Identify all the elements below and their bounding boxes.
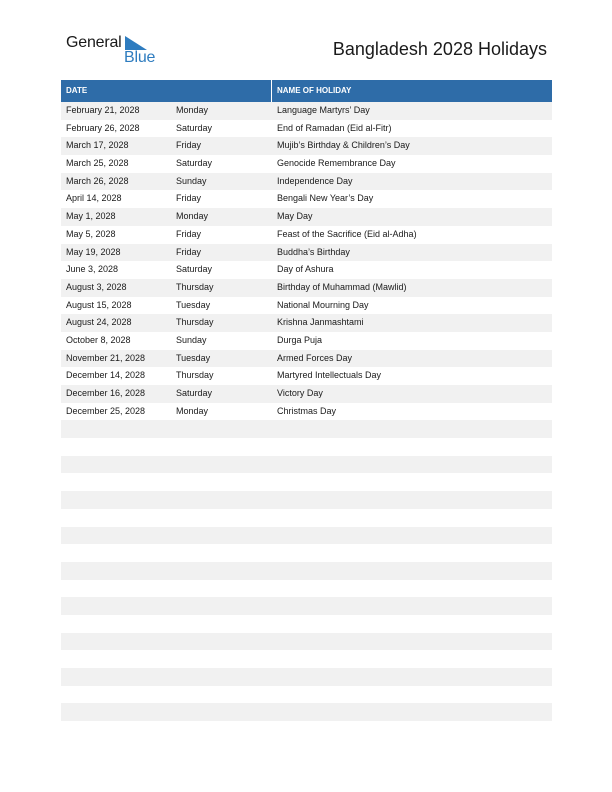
weekday-cell: Monday xyxy=(176,211,209,222)
table-row xyxy=(61,544,552,562)
date-cell: April 14, 2028 xyxy=(66,193,122,204)
table-body xyxy=(61,102,552,739)
table-row xyxy=(61,332,552,350)
date-cell: May 19, 2028 xyxy=(66,246,121,257)
page-title: Bangladesh 2028 Holidays xyxy=(332,39,547,59)
holiday-name-cell: Feast of the Sacrifice (Eid al-Adha) xyxy=(277,228,417,239)
weekday-cell: Thursday xyxy=(176,317,214,328)
date-cell: March 17, 2028 xyxy=(66,140,129,151)
table-row xyxy=(61,615,552,633)
holiday-name-cell: Victory Day xyxy=(277,388,323,398)
logo-text-general: General xyxy=(66,34,122,51)
logo-triangle-icon xyxy=(125,36,147,50)
holiday-name-cell: Day of Ashura xyxy=(277,264,334,275)
date-cell: March 26, 2028 xyxy=(66,175,129,186)
holiday-name-cell: Genocide Remembrance Day xyxy=(277,158,396,169)
holiday-name-cell: Armed Forces Day xyxy=(277,352,353,363)
generalblue-logo xyxy=(66,34,156,68)
weekday-cell: Friday xyxy=(176,140,202,151)
date-column-header: DATE xyxy=(66,86,88,95)
table-row xyxy=(61,190,552,208)
table-row xyxy=(61,633,552,651)
weekday-cell: Thursday xyxy=(176,370,214,381)
date-cell: February 21, 2028 xyxy=(66,105,140,115)
table-row xyxy=(61,580,552,598)
table-row xyxy=(61,686,552,704)
logo-text-blue: Blue xyxy=(124,49,156,66)
date-cell: November 21, 2028 xyxy=(66,352,146,363)
weekday-cell: Saturday xyxy=(176,158,213,169)
table-row xyxy=(61,137,552,155)
table-row xyxy=(61,244,552,262)
table-row xyxy=(61,403,552,421)
table-row xyxy=(61,562,552,580)
table-row xyxy=(61,703,552,721)
weekday-cell: Tuesday xyxy=(176,299,211,310)
table-row xyxy=(61,367,552,385)
holiday-name-cell: Christmas Day xyxy=(277,405,337,416)
holiday-name-cell: Mujib’s Birthday & Children’s Day xyxy=(277,140,410,151)
holiday-table xyxy=(61,80,552,739)
header-divider xyxy=(271,80,272,102)
table-row xyxy=(61,668,552,686)
table-row xyxy=(61,314,552,332)
table-row xyxy=(61,491,552,509)
date-cell: February 26, 2028 xyxy=(66,122,140,133)
table-row xyxy=(61,438,552,456)
date-cell: December 16, 2028 xyxy=(66,388,146,398)
weekday-cell: Sunday xyxy=(176,334,207,345)
table-row xyxy=(61,155,552,173)
date-cell: December 14, 2028 xyxy=(66,370,146,381)
date-cell: June 3, 2028 xyxy=(66,264,119,275)
holiday-name-cell: Independence Day xyxy=(277,175,353,186)
table-row xyxy=(61,456,552,474)
holiday-name-column-header: NAME OF HOLIDAY xyxy=(277,86,352,95)
weekday-cell: Friday xyxy=(176,228,202,239)
weekday-cell: Friday xyxy=(176,246,202,257)
weekday-cell: Monday xyxy=(176,105,209,115)
holiday-name-cell: End of Ramadan (Eid al-Fitr) xyxy=(277,122,392,133)
date-cell: August 3, 2028 xyxy=(66,281,127,292)
table-row xyxy=(61,102,552,120)
table-header xyxy=(61,80,552,102)
table-row xyxy=(61,261,552,279)
date-cell: August 15, 2028 xyxy=(66,299,132,310)
date-cell: October 8, 2028 xyxy=(66,334,131,345)
weekday-cell: Thursday xyxy=(176,281,214,292)
table-row xyxy=(61,509,552,527)
table-row xyxy=(61,297,552,315)
date-cell: August 24, 2028 xyxy=(66,317,132,328)
table-row xyxy=(61,279,552,297)
table-row xyxy=(61,120,552,138)
weekday-cell: Tuesday xyxy=(176,352,211,363)
weekday-cell: Saturday xyxy=(176,264,213,275)
date-cell: December 25, 2028 xyxy=(66,405,146,416)
table-row xyxy=(61,208,552,226)
table-row xyxy=(61,173,552,191)
table-row xyxy=(61,350,552,368)
date-cell: May 5, 2028 xyxy=(66,228,116,239)
weekday-cell: Saturday xyxy=(176,388,213,398)
table-row xyxy=(61,650,552,668)
holiday-name-cell: Martyred Intellectuals Day xyxy=(277,370,382,381)
table-row xyxy=(61,527,552,545)
table-row xyxy=(61,385,552,403)
holiday-name-cell: Bengali New Year’s Day xyxy=(277,193,374,204)
holiday-name-cell: Buddha’s Birthday xyxy=(277,246,350,257)
weekday-cell: Monday xyxy=(176,405,209,416)
weekday-cell: Friday xyxy=(176,193,202,204)
holiday-name-cell: Language Martyrs’ Day xyxy=(277,105,370,115)
table-row xyxy=(61,721,552,739)
table-row xyxy=(61,473,552,491)
weekday-cell: Sunday xyxy=(176,175,207,186)
holiday-name-cell: Durga Puja xyxy=(277,334,323,345)
date-cell: March 25, 2028 xyxy=(66,158,129,169)
weekday-cell: Saturday xyxy=(176,122,213,133)
date-cell: May 1, 2028 xyxy=(66,211,116,222)
holiday-name-cell: National Mourning Day xyxy=(277,299,369,310)
table-row xyxy=(61,226,552,244)
holiday-name-cell: Krishna Janmashtami xyxy=(277,317,364,328)
table-row xyxy=(61,597,552,615)
holiday-name-cell: Birthday of Muhammad (Mawlid) xyxy=(277,281,407,292)
table-row xyxy=(61,420,552,438)
holiday-name-cell: May Day xyxy=(277,211,313,222)
